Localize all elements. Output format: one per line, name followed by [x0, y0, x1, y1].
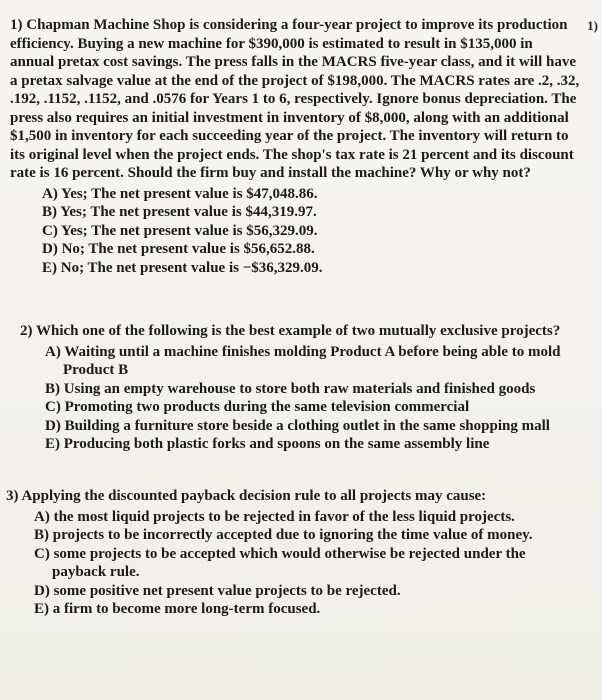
- question-1-stem: [10, 16, 580, 183]
- question-2-options: [20, 343, 580, 454]
- q2-option-a-continuation: Product B: [63, 362, 129, 378]
- q2-option-a[interactable]: A) Waiting until a machine finishes molding Product A before being able to mold: [45, 343, 561, 360]
- q1-option-a[interactable]: A) Yes; The net present value is $47,048.86.: [42, 185, 318, 202]
- q1-option-b[interactable]: B) Yes; The net present value is $44,319.97.: [42, 204, 317, 220]
- q1-option-e[interactable]: E) No; The net present value is −$36,329.09.: [42, 259, 323, 276]
- question-2-text: Which one of the following is the best example of two mutually exclusive projects?: [35, 323, 561, 339]
- question-1: [10, 16, 580, 277]
- q2-option-b[interactable]: B) Using an empty warehouse to store both raw materials and finished goods: [45, 380, 536, 397]
- q3-option-a[interactable]: A) the most liquid projects to be rejected in favor of the less liquid projects.: [34, 508, 515, 525]
- question-3-stem: [6, 487, 566, 506]
- q1-option-c[interactable]: C) Yes; The net present value is $56,329.09.: [42, 222, 318, 239]
- q2-option-c[interactable]: C) Promoting two products during the same television commercial: [45, 399, 470, 415]
- q2-option-d[interactable]: D) Building a furniture store beside a clothing outlet in the same shopping mall: [45, 417, 550, 434]
- question-2-stem: [20, 322, 580, 341]
- question-1-number: 1): [10, 17, 23, 33]
- question-2-number: 2): [20, 323, 33, 339]
- q3-option-d[interactable]: D) some positive net present value projects to be rejected.: [34, 582, 401, 599]
- q3-option-c[interactable]: C) some projects to be accepted which would otherwise be rejected under the: [34, 545, 526, 562]
- question-1-text: Chapman Machine Shop is considering a four-year project to improve its production efficiency. Buying a new machine for $390,000 is estimated to result in $135,000 in annual pretax cost savings. The press falls in the MACRS five-year class, and it will have a pretax salvage value at the end of the project of $198,000. The MACRS rates are .2, .32, .192, .1152, .1152, and .0576 for Years 1 to 6, respectively. Ignore bonus depreciation. The press also requires an initial investment in inventory of $8,000, along with an additional $1,500 in inventory for each succeeding year of the project. The inventory will return to its original level when the project ends. The shop's tax rate is 21 percent and its discount rate is 16 percent. Should the firm buy and install the machine? Why or why not?: [10, 17, 580, 181]
- q3-option-c-continuation: payback rule.: [52, 564, 140, 580]
- question-1-options: [10, 185, 580, 278]
- q3-option-e[interactable]: E) a firm to become more long-term focused.: [34, 601, 321, 617]
- q3-option-b[interactable]: B) projects to be incorrectly accepted due to ignoring the time value of money.: [34, 527, 533, 543]
- question-3-options: [6, 508, 566, 619]
- side-question-number: 1): [587, 18, 598, 33]
- question-2: [20, 322, 580, 454]
- question-3-number: 3): [6, 488, 19, 504]
- question-3: [6, 487, 566, 619]
- question-3-text: Applying the discounted payback decision rule to all projects may cause:: [21, 488, 487, 504]
- q1-option-d[interactable]: D) No; The net present value is $56,652.88.: [42, 241, 315, 257]
- q2-option-e[interactable]: E) Producing both plastic forks and spoons on the same assembly line: [45, 436, 490, 452]
